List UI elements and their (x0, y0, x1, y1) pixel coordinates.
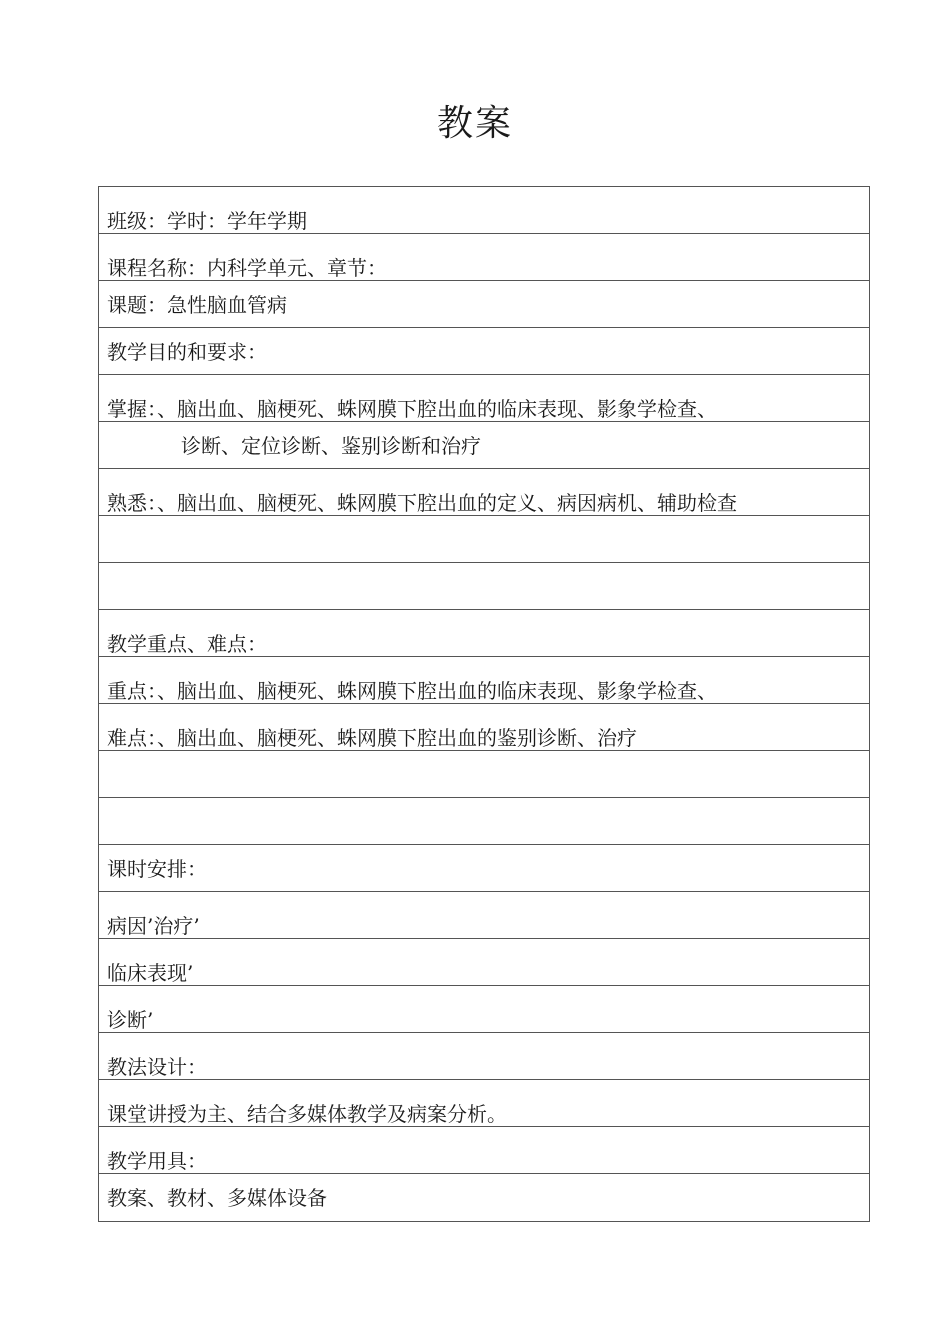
row-key-point (99, 657, 869, 704)
familiar-text: 熟悉：、脑出血、脑梗死、蛛网膜下腔出血的定义、病因病机、辅助检查 (107, 491, 737, 515)
keypoints-heading: 教学重点、难点： (107, 632, 267, 656)
schedule-heading: 课时安排： (107, 857, 207, 881)
row-tools (99, 1174, 869, 1221)
method-text: 课堂讲授为主、结合多媒体教学及病案分析。 (107, 1102, 507, 1126)
master-text-line1: 掌握：、脑出血、脑梗死、蛛网膜下腔出血的临床表现、影象学检查、 (107, 397, 717, 421)
row-familiar (99, 469, 869, 516)
row-keypoints-heading (99, 610, 869, 657)
schedule-item-1: 病因’治疗’ (107, 914, 200, 938)
row-difficult-point (99, 704, 869, 751)
row-empty-4 (99, 798, 869, 845)
row-tools-heading (99, 1127, 869, 1174)
master-text-line2: 诊断、定位诊断、鉴别诊断和治疗 (181, 434, 481, 458)
row-master-line1 (99, 375, 869, 422)
tools-text: 教案、教材、多媒体设备 (107, 1186, 327, 1210)
course-info-text: 课程名称：内科学单元、章节： (107, 256, 387, 280)
row-course-info (99, 234, 869, 281)
row-schedule-3 (99, 986, 869, 1033)
schedule-item-2: 临床表现’ (107, 961, 194, 985)
row-schedule-2 (99, 939, 869, 986)
row-objectives-heading (99, 328, 869, 375)
method-heading: 教法设计： (107, 1055, 207, 1079)
row-method (99, 1080, 869, 1127)
class-info-text: 班级：学时：学年学期 (107, 209, 307, 233)
row-schedule-heading (99, 845, 869, 892)
row-class-info (99, 187, 869, 234)
document-title: 教案 (436, 103, 513, 144)
row-master-line2 (99, 422, 869, 469)
row-topic (99, 281, 869, 328)
row-empty-3 (99, 751, 869, 798)
row-empty-1 (99, 516, 869, 563)
row-method-heading (99, 1033, 869, 1080)
objectives-heading: 教学目的和要求： (107, 340, 267, 364)
row-schedule-1 (99, 892, 869, 939)
tools-heading: 教学用具： (107, 1149, 207, 1173)
topic-text: 课题：急性脑血管病 (107, 293, 287, 317)
lesson-plan-table (98, 186, 870, 1222)
key-point-text: 重点：、脑出血、脑梗死、蛛网膜下腔出血的临床表现、影象学检查、 (107, 679, 717, 703)
difficult-point-text: 难点：、脑出血、脑梗死、蛛网膜下腔出血的鉴别诊断、治疗 (107, 726, 637, 750)
row-empty-2 (99, 563, 869, 610)
schedule-item-3: 诊断’ (107, 1008, 154, 1032)
